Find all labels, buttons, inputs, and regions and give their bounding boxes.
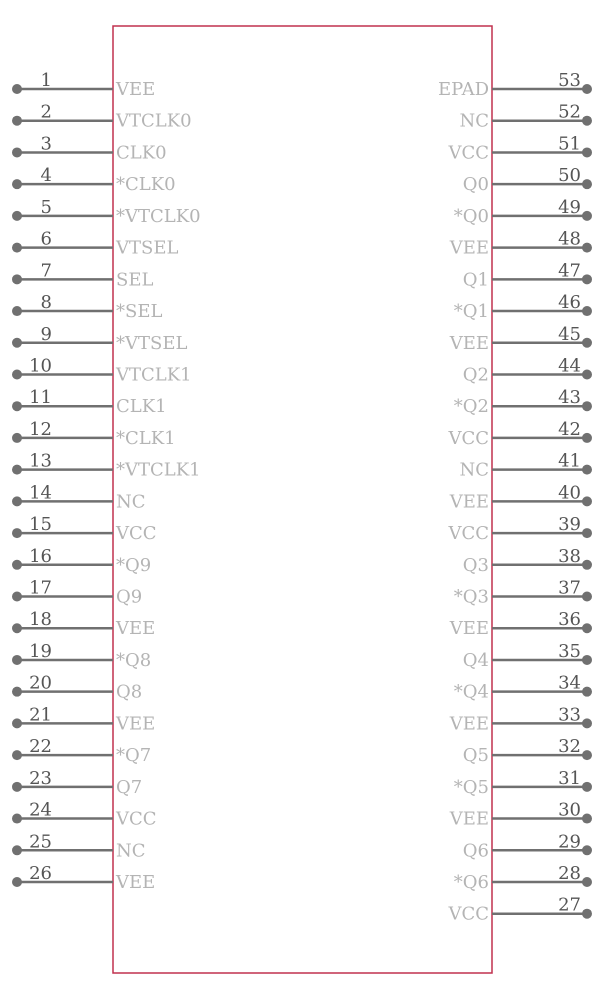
- pin-terminal-dot: [12, 623, 22, 633]
- pin-name: VEE: [449, 491, 489, 513]
- pin-name: VEE: [449, 618, 489, 640]
- pin-number: 35: [558, 640, 581, 662]
- pin-name: VTCLK1: [116, 364, 192, 386]
- pin-number: 12: [29, 418, 52, 440]
- pin-number: 2: [40, 101, 52, 123]
- pin-terminal-dot: [582, 528, 592, 538]
- pin-terminal-dot: [12, 845, 22, 855]
- pin-name: SEL: [116, 269, 154, 291]
- pin-name: *Q7: [116, 745, 152, 767]
- pin-name: *VTSEL: [116, 332, 188, 354]
- pin-terminal-dot: [582, 814, 592, 824]
- pin-number: 1: [40, 70, 52, 91]
- pin-terminal-dot: [12, 718, 22, 728]
- pin-number: 47: [558, 260, 581, 282]
- right-pin-27: [447, 895, 592, 925]
- right-pin-31: [454, 768, 592, 798]
- right-pin-44: [463, 355, 592, 385]
- right-pin-50: [463, 165, 592, 195]
- pin-terminal-dot: [582, 84, 592, 94]
- pin-number: 22: [29, 736, 52, 758]
- pin-terminal-dot: [582, 116, 592, 126]
- left-pin-2: [12, 102, 192, 132]
- pin-terminal-dot: [12, 814, 22, 824]
- pin-terminal-dot: [12, 877, 22, 887]
- pin-number: 46: [558, 292, 581, 314]
- pin-number: 31: [558, 767, 581, 789]
- pin-number: 19: [29, 640, 52, 662]
- pin-name: VEE: [116, 872, 156, 893]
- pin-name: VEE: [116, 79, 156, 100]
- pin-number: 33: [558, 704, 581, 726]
- pin-name: VCC: [448, 903, 489, 925]
- right-pin-41: [459, 451, 592, 481]
- right-pin-49: [454, 197, 592, 227]
- pin-number: 6: [40, 228, 52, 250]
- left-pin-15: [12, 514, 157, 544]
- pin-name: VEE: [449, 237, 489, 259]
- pin-name: Q5: [462, 745, 489, 767]
- pin-terminal-dot: [582, 401, 592, 411]
- pin-name: Q6: [462, 840, 489, 862]
- right-pin-34: [454, 673, 592, 703]
- right-pin-38: [463, 546, 592, 576]
- pin-terminal-dot: [582, 147, 592, 157]
- pin-terminal-dot: [582, 433, 592, 443]
- left-pin-16: [12, 546, 151, 576]
- pin-name: *Q9: [116, 554, 152, 576]
- pin-number: 42: [558, 418, 581, 440]
- pin-terminal-dot: [12, 687, 22, 697]
- pin-name: *Q1: [453, 301, 489, 323]
- pin-name: CLK0: [116, 142, 167, 164]
- left-pin-17: [12, 578, 142, 608]
- pin-terminal-dot: [12, 84, 22, 94]
- left-pin-23: [12, 768, 142, 798]
- pin-terminal-dot: [582, 274, 592, 284]
- pin-number: 43: [558, 387, 581, 409]
- pin-terminal-dot: [582, 465, 592, 475]
- pin-name: VEE: [449, 713, 489, 735]
- pin-number: 24: [29, 799, 52, 821]
- pin-terminal-dot: [12, 243, 22, 253]
- pin-number: 10: [29, 355, 52, 377]
- pin-name: Q2: [462, 364, 489, 386]
- pin-name: Q3: [462, 554, 489, 576]
- pin-terminal-dot: [582, 909, 592, 919]
- right-pin-46: [454, 292, 592, 322]
- pin-name: VEE: [449, 332, 489, 354]
- pin-terminal-dot: [582, 560, 592, 570]
- pin-number: 21: [29, 704, 52, 726]
- pin-name: VCC: [448, 523, 489, 545]
- right-pin-30: [449, 800, 592, 830]
- pin-name: *Q2: [453, 396, 489, 418]
- pin-number: 3: [40, 133, 52, 155]
- pin-terminal-dot: [12, 369, 22, 379]
- left-pin-6: [12, 229, 178, 259]
- pin-number: 14: [29, 482, 52, 504]
- pin-terminal-dot: [12, 306, 22, 316]
- right-pin-35: [463, 641, 592, 671]
- pin-number: 29: [558, 831, 581, 853]
- right-pin-group: [438, 70, 592, 925]
- pin-number: 50: [558, 165, 581, 187]
- ic-body-outline: [113, 26, 492, 973]
- pin-number: 13: [29, 450, 52, 472]
- left-pin-group: [12, 70, 201, 893]
- pin-number: 28: [558, 863, 581, 884]
- pin-number: 30: [558, 799, 581, 821]
- pin-number: 9: [40, 323, 52, 345]
- pin-terminal-dot: [582, 687, 592, 697]
- pin-number: 44: [558, 355, 581, 377]
- right-pin-45: [449, 324, 592, 354]
- pin-name: Q0: [462, 174, 489, 196]
- pin-name: Q1: [462, 269, 489, 291]
- left-pin-26: [12, 863, 155, 893]
- left-pin-19: [12, 641, 151, 671]
- pin-name: VTCLK0: [116, 110, 192, 132]
- pin-name: *Q5: [453, 776, 489, 798]
- left-pin-21: [12, 704, 155, 734]
- pin-terminal-dot: [582, 592, 592, 602]
- pin-terminal-dot: [12, 782, 22, 792]
- pin-number: 11: [29, 387, 52, 409]
- pin-number: 48: [558, 228, 581, 250]
- right-pin-53: [438, 70, 592, 100]
- pin-number: 51: [558, 133, 581, 155]
- pin-number: 5: [40, 196, 52, 218]
- pin-terminal-dot: [12, 655, 22, 665]
- right-pin-37: [454, 578, 592, 608]
- pin-number: 40: [558, 482, 581, 504]
- pin-name: *Q4: [453, 681, 489, 703]
- pin-name: *Q0: [453, 205, 489, 227]
- pin-terminal-dot: [12, 496, 22, 506]
- left-pin-11: [12, 387, 167, 417]
- left-pin-5: [12, 197, 201, 227]
- right-pin-52: [459, 102, 592, 132]
- pin-number: 38: [558, 545, 581, 567]
- right-pin-29: [463, 831, 592, 861]
- pin-terminal-dot: [582, 369, 592, 379]
- pin-number: 20: [29, 672, 52, 694]
- pin-terminal-dot: [12, 211, 22, 221]
- pin-terminal-dot: [582, 877, 592, 887]
- pin-terminal-dot: [12, 433, 22, 443]
- pin-number: 25: [29, 831, 52, 853]
- left-pin-9: [12, 324, 187, 354]
- pin-name: VCC: [448, 142, 489, 164]
- left-pin-10: [12, 355, 192, 385]
- pin-number: 16: [29, 545, 52, 567]
- pin-terminal-dot: [582, 750, 592, 760]
- pin-terminal-dot: [582, 718, 592, 728]
- pin-number: 34: [558, 672, 581, 694]
- pin-name: *CLK1: [116, 427, 176, 449]
- pin-number: 18: [29, 609, 52, 631]
- left-pin-12: [12, 419, 176, 449]
- pin-terminal-dot: [582, 338, 592, 348]
- pin-name: CLK1: [116, 396, 167, 418]
- pin-number: 37: [558, 577, 581, 599]
- right-pin-51: [447, 133, 592, 163]
- right-pin-36: [449, 609, 592, 639]
- right-pin-32: [463, 736, 592, 766]
- pin-number: 45: [558, 323, 581, 345]
- pin-number: 7: [40, 260, 52, 282]
- pin-name: Q7: [116, 776, 143, 798]
- pin-terminal-dot: [12, 274, 22, 284]
- left-pin-1: [12, 70, 155, 100]
- pin-name: *CLK0: [116, 174, 176, 196]
- pin-number: 49: [558, 196, 581, 218]
- right-pin-39: [447, 514, 592, 544]
- pin-name: Q4: [462, 649, 489, 671]
- pin-number: 39: [558, 514, 581, 536]
- pin-number: 41: [558, 450, 581, 472]
- pin-name: *Q6: [453, 872, 489, 893]
- pin-number: 23: [29, 767, 52, 789]
- pin-name: VEE: [116, 618, 156, 640]
- pin-terminal-dot: [12, 592, 22, 602]
- left-pin-3: [12, 133, 167, 163]
- right-pin-48: [449, 229, 592, 259]
- pin-terminal-dot: [582, 243, 592, 253]
- left-pin-25: [12, 831, 146, 861]
- right-pin-43: [454, 387, 592, 417]
- pin-number: 26: [29, 863, 52, 884]
- pin-terminal-dot: [12, 179, 22, 189]
- right-pin-33: [449, 704, 592, 734]
- pin-number: 32: [558, 736, 581, 758]
- pin-name: *Q8: [116, 649, 152, 671]
- right-pin-28: [454, 863, 592, 893]
- pin-name: NC: [116, 840, 146, 862]
- left-pin-13: [12, 451, 201, 481]
- pin-number: 52: [558, 101, 581, 123]
- left-pin-22: [12, 736, 151, 766]
- pin-name: VCC: [116, 808, 157, 830]
- pin-terminal-dot: [582, 845, 592, 855]
- pin-name: VCC: [116, 523, 157, 545]
- pin-number: 8: [40, 292, 52, 314]
- pin-number: 17: [29, 577, 52, 599]
- pin-terminal-dot: [12, 465, 22, 475]
- pin-number: 15: [29, 514, 52, 536]
- left-pin-18: [12, 609, 155, 639]
- pin-terminal-dot: [582, 623, 592, 633]
- pin-terminal-dot: [582, 782, 592, 792]
- pin-name: NC: [459, 110, 489, 132]
- pin-name: NC: [459, 459, 489, 481]
- pin-number: 36: [558, 609, 581, 631]
- right-pin-40: [449, 482, 592, 512]
- pin-terminal-dot: [582, 211, 592, 221]
- pin-name: VTSEL: [116, 237, 179, 259]
- pin-name: NC: [116, 491, 146, 513]
- pin-number: 4: [40, 165, 52, 187]
- left-pin-14: [12, 482, 146, 512]
- pin-name: Q9: [116, 586, 143, 608]
- pin-terminal-dot: [582, 655, 592, 665]
- left-pin-8: [12, 292, 162, 322]
- pin-name: *VTCLK0: [116, 205, 201, 227]
- left-pin-4: [12, 165, 176, 195]
- pin-name: *SEL: [116, 301, 163, 323]
- pin-name: VEE: [116, 713, 156, 735]
- pin-name: VCC: [448, 427, 489, 449]
- pin-number: 53: [558, 70, 581, 91]
- left-pin-7: [12, 260, 153, 290]
- right-pin-42: [447, 419, 592, 449]
- pin-terminal-dot: [12, 560, 22, 570]
- pin-terminal-dot: [12, 147, 22, 157]
- pin-terminal-dot: [12, 338, 22, 348]
- pin-terminal-dot: [12, 528, 22, 538]
- pin-name: *Q3: [453, 586, 489, 608]
- pin-terminal-dot: [582, 179, 592, 189]
- pin-terminal-dot: [12, 116, 22, 126]
- pin-terminal-dot: [12, 750, 22, 760]
- right-pin-47: [463, 260, 592, 290]
- pin-name: VEE: [449, 808, 489, 830]
- pin-terminal-dot: [582, 306, 592, 316]
- left-pin-24: [12, 800, 157, 830]
- pin-number: 27: [558, 894, 581, 916]
- left-pin-20: [12, 673, 142, 703]
- pin-terminal-dot: [12, 401, 22, 411]
- pin-terminal-dot: [582, 496, 592, 506]
- pin-name: Q8: [116, 681, 143, 703]
- pin-name: *VTCLK1: [116, 459, 201, 481]
- pin-name: EPAD: [437, 79, 489, 100]
